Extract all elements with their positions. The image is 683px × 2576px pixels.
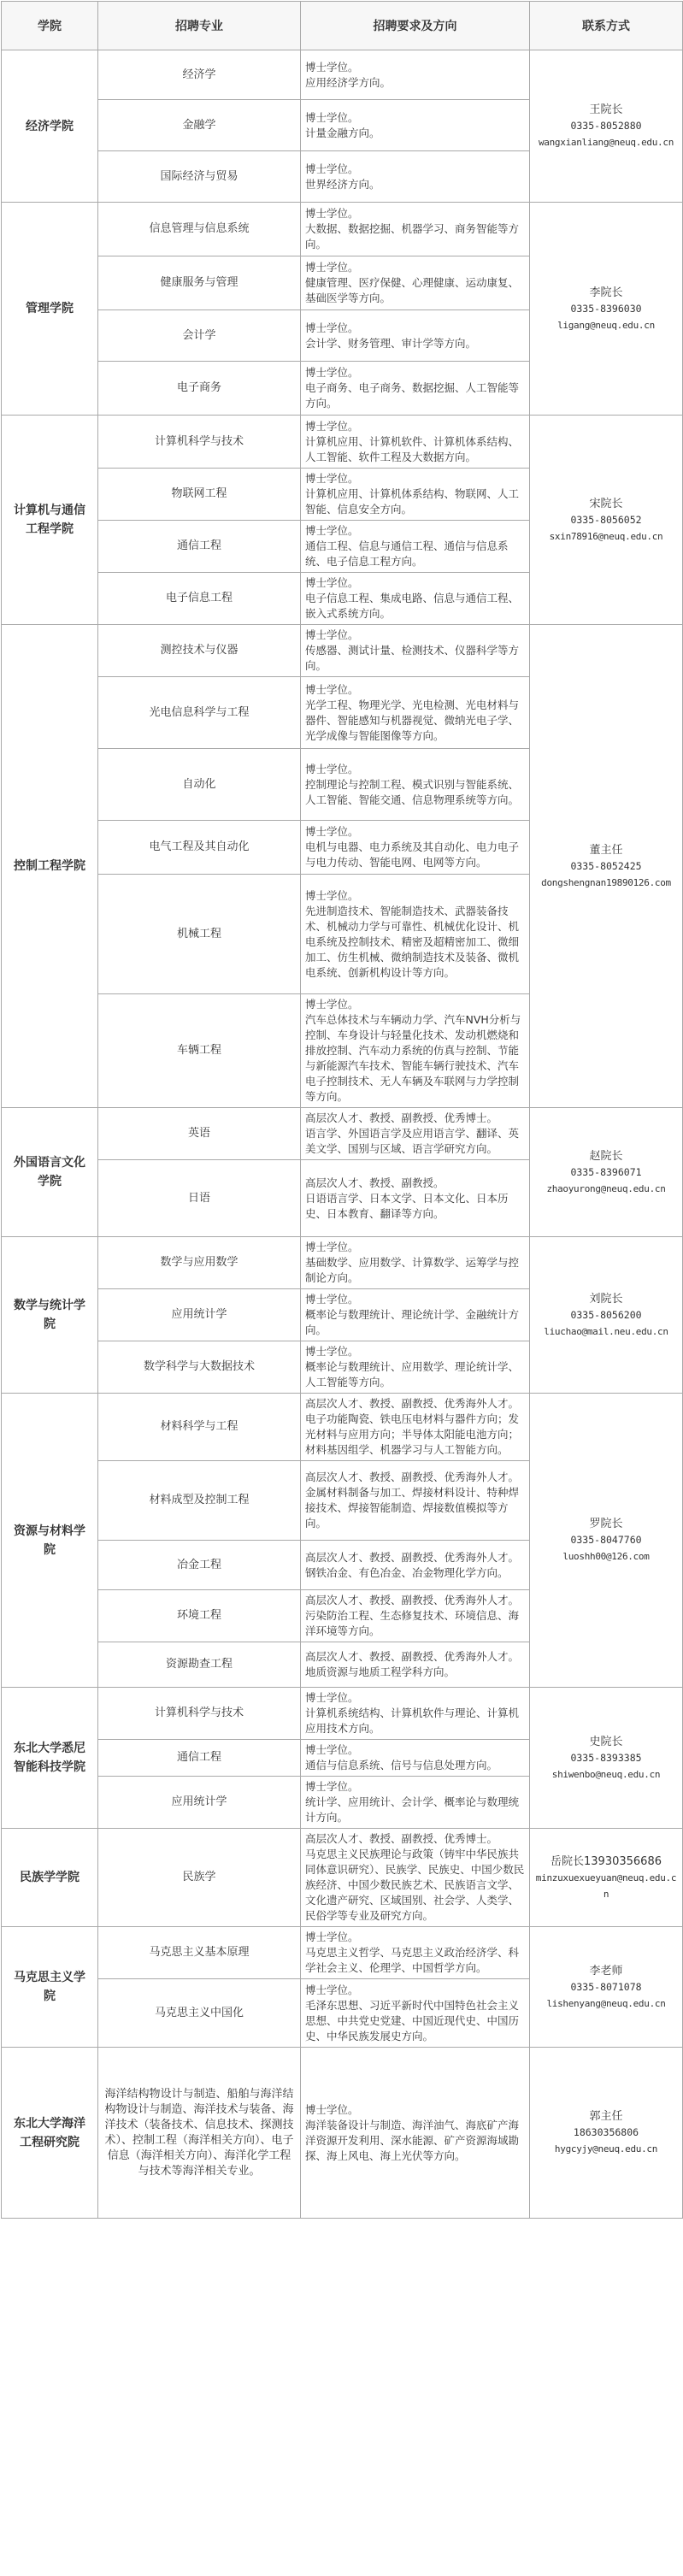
requirement-text: 电机与电器、电力系统及其自动化、电力电子与电力传动、智能电网、电网等方向。 bbox=[305, 840, 520, 869]
requirement-text: 基础数学、应用数学、计算数学、运筹学与控制论方向。 bbox=[305, 1256, 520, 1284]
requirement-text: 博士学位。 bbox=[305, 1241, 359, 1253]
requirement-text: 传感器、测试计量、检测技术、仪器科学等方向。 bbox=[305, 644, 520, 672]
major-name: 会计学 bbox=[98, 310, 301, 362]
table-row bbox=[2, 203, 683, 256]
requirements-cell bbox=[301, 1341, 530, 1394]
college-name: 计算机与通信工程学院 bbox=[2, 416, 98, 625]
requirements-cell bbox=[301, 573, 530, 625]
requirement-text: 高层次人才、教授、副教授、优秀海外人才。 bbox=[305, 1471, 520, 1483]
requirements-cell bbox=[301, 1541, 530, 1590]
requirements-cell bbox=[301, 310, 530, 362]
requirement-text: 高层次人才、教授、副教授、优秀博士。 bbox=[305, 1111, 498, 1124]
requirements-cell bbox=[301, 1237, 530, 1289]
college-name: 数学与统计学院 bbox=[2, 1237, 98, 1394]
requirement-text: 地质资源与地质工程学科方向。 bbox=[305, 1665, 456, 1678]
major-name: 自动化 bbox=[98, 749, 301, 821]
contact-cell bbox=[530, 1688, 683, 1829]
major-name: 日语 bbox=[98, 1160, 301, 1237]
contact-person: 史院长 bbox=[589, 1735, 623, 1748]
requirements-cell bbox=[301, 1461, 530, 1541]
requirement-text: 博士学位。 bbox=[305, 321, 359, 334]
requirement-text: 博士学位。 bbox=[305, 682, 359, 696]
requirement-text: 汽车总体技术与车辆动力学、汽车NVH分析与控制、车身设计与轻量化技术、发动机燃烧和排放控制、汽车动力系统的仿真与控制、节能与新能源汽车技术、智能车辆行驶技术、汽车电子控制技术、无人车辆及车联网与力学控制等方向。 bbox=[305, 1013, 521, 1103]
requirement-text: 应用经济学方向。 bbox=[305, 75, 392, 89]
requirement-text: 概率论与数理统计、应用数学、理论统计学、人工智能等方向。 bbox=[305, 1360, 520, 1388]
requirement-text: 博士学位。 bbox=[305, 825, 359, 838]
requirements-cell bbox=[301, 2048, 530, 2219]
requirements-cell bbox=[301, 203, 530, 256]
contact-person: 刘院长 bbox=[589, 1292, 623, 1306]
requirements-cell bbox=[301, 1289, 530, 1341]
major-name: 电子信息工程 bbox=[98, 573, 301, 625]
major-name: 材料成型及控制工程 bbox=[98, 1461, 301, 1541]
requirements-cell bbox=[301, 50, 530, 100]
requirements-cell bbox=[301, 994, 530, 1108]
table-row bbox=[2, 1108, 683, 1160]
contact-person: 郭主任 bbox=[589, 2110, 623, 2123]
major-name: 数学与应用数学 bbox=[98, 1237, 301, 1289]
header-college: 学院 bbox=[2, 2, 98, 50]
major-name: 经济学 bbox=[98, 50, 301, 100]
requirements-cell bbox=[301, 256, 530, 310]
requirements-cell bbox=[301, 749, 530, 821]
requirements-cell bbox=[301, 1688, 530, 1740]
requirement-text: 高层次人才、教授、副教授、优秀海外人才。 bbox=[305, 1594, 520, 1606]
requirement-text: 博士学位。 bbox=[305, 1780, 359, 1793]
requirements-cell bbox=[301, 1108, 530, 1160]
major-name: 通信工程 bbox=[98, 521, 301, 573]
requirements-cell bbox=[301, 521, 530, 573]
table-row bbox=[2, 2048, 683, 2219]
requirement-text: 日语语言学、日本文学、日本文化、日本历史、日本教育、翻译等方向。 bbox=[305, 1191, 509, 1220]
header-contact: 联系方式 bbox=[530, 2, 683, 50]
major-name: 机械工程 bbox=[98, 875, 301, 994]
contact-phone: 0335-8052425 bbox=[570, 859, 642, 872]
table-row bbox=[2, 1394, 683, 1461]
contact-email[interactable]: dongshengnan19890126.com bbox=[541, 876, 671, 888]
requirement-text: 博士学位。 bbox=[305, 998, 359, 1011]
requirement-text: 电子信息工程、集成电路、信息与通信工程、嵌入式系统方向。 bbox=[305, 592, 520, 620]
requirements-cell bbox=[301, 1394, 530, 1461]
major-name: 马克思主义基本原理 bbox=[98, 1927, 301, 1979]
table-header-row bbox=[2, 2, 683, 50]
requirement-text: 博士学位。 bbox=[305, 1743, 359, 1756]
college-name: 资源与材料学院 bbox=[2, 1394, 98, 1688]
contact-phone: 0335-8056200 bbox=[570, 1308, 642, 1321]
college-name: 民族学学院 bbox=[2, 1829, 98, 1927]
college-name: 东北大学悉尼智能科技学院 bbox=[2, 1688, 98, 1829]
table-row bbox=[2, 1927, 683, 1979]
major-name: 光电信息科学与工程 bbox=[98, 677, 301, 749]
header-requirements: 招聘要求及方向 bbox=[301, 2, 530, 50]
major-name: 马克思主义中国化 bbox=[98, 1979, 301, 2048]
requirement-text: 博士学位。 bbox=[305, 1293, 359, 1306]
requirements-cell bbox=[301, 1160, 530, 1237]
requirement-text: 博士学位。 bbox=[305, 2102, 359, 2116]
requirement-text: 统计学、应用统计、会计学、概率论与数理统计方向。 bbox=[305, 1795, 520, 1824]
major-name: 应用统计学 bbox=[98, 1289, 301, 1341]
major-name: 英语 bbox=[98, 1108, 301, 1160]
requirement-text: 计算机应用、计算机软件、计算机体系结构、人工智能、软件工程及大数据方向。 bbox=[305, 434, 520, 463]
contact-person: 赵院长 bbox=[589, 1149, 623, 1163]
requirement-text: 金属材料制备与加工、焊接材料设计、特种焊接技术、焊接智能制造、焊接数值模拟等方向。 bbox=[305, 1486, 520, 1530]
requirement-text: 通信工程、信息与通信工程、通信与信息系统、电子信息工程方向。 bbox=[305, 539, 509, 568]
college-name: 经济学院 bbox=[2, 50, 98, 203]
contact-person: 罗院长 bbox=[589, 1518, 623, 1530]
contact-email[interactable]: lishenyang@neuq.edu.cn bbox=[546, 1997, 666, 2009]
requirements-cell bbox=[301, 875, 530, 994]
major-name: 民族学 bbox=[98, 1829, 301, 1927]
requirement-text: 博士学位。 bbox=[305, 1983, 359, 1996]
requirement-text: 电子功能陶瓷、铁电压电材料与器件方向；发光材料与应用方向；半导体太阳能电池方向；材料基因组学、机器学习与人工智能方向。 bbox=[305, 1412, 520, 1456]
contact-phone: 18630356806 bbox=[573, 2126, 639, 2138]
contact-phone: 0335-8393385 bbox=[570, 1751, 642, 1764]
requirements-cell bbox=[301, 362, 530, 416]
contact-email[interactable]: shiwenbo@neuq.edu.cn bbox=[551, 1768, 661, 1780]
requirement-text: 博士学位。 bbox=[305, 1931, 359, 1943]
college-name: 东北大学海洋工程研究院 bbox=[2, 2048, 98, 2219]
table-row bbox=[2, 416, 683, 469]
major-name: 健康服务与管理 bbox=[98, 256, 301, 310]
header-major: 招聘专业 bbox=[98, 2, 301, 50]
requirement-text: 通信与信息系统、信号与信息处理方向。 bbox=[305, 1759, 498, 1771]
contact-phone: 0335-8047760 bbox=[570, 1534, 642, 1546]
requirement-text: 博士学位。 bbox=[305, 207, 359, 220]
requirement-text: 高层次人才、教授、副教授、优秀博士。 bbox=[305, 1832, 498, 1845]
requirement-text: 高层次人才、教授、副教授、优秀海外人才。 bbox=[305, 1650, 520, 1663]
requirement-text: 高层次人才、教授、副教授、优秀海外人才。 bbox=[305, 1397, 520, 1410]
requirement-text: 污染防治工程、生态修复技术、环境信息、海洋环境等方向。 bbox=[305, 1609, 520, 1637]
contact-cell bbox=[530, 1108, 683, 1237]
requirement-text: 世界经济方向。 bbox=[305, 177, 380, 191]
requirement-text: 健康管理、医疗保健、心理健康、运动康复、基础医学等方向。 bbox=[305, 276, 520, 304]
requirement-text: 博士学位。 bbox=[305, 628, 359, 641]
college-name: 控制工程学院 bbox=[2, 625, 98, 1108]
contact-phone: 0335-8071078 bbox=[570, 1980, 642, 1993]
major-name: 环境工程 bbox=[98, 1590, 301, 1642]
contact-cell bbox=[530, 1237, 683, 1394]
major-name: 车辆工程 bbox=[98, 994, 301, 1108]
requirements-cell bbox=[301, 1927, 530, 1979]
contact-email[interactable]: wangxianliang@neuq.edu.cn bbox=[538, 137, 674, 148]
requirement-text: 博士学位。 bbox=[305, 60, 359, 74]
contact-email[interactable]: ligang@neuq.edu.cn bbox=[557, 319, 655, 331]
contact-person: 岳院长13930356686 bbox=[551, 1854, 662, 1868]
major-name: 电子商务 bbox=[98, 362, 301, 416]
requirement-text: 高层次人才、教授、副教授。 bbox=[305, 1176, 445, 1189]
requirement-text: 钢铁冶金、有色冶金、冶金物理化学方向。 bbox=[305, 1565, 509, 1579]
major-name: 计算机科学与技术 bbox=[98, 416, 301, 469]
requirement-text: 博士学位。 bbox=[305, 472, 359, 485]
contact-email[interactable]: luoshh00@126.com bbox=[562, 1551, 650, 1562]
requirements-cell bbox=[301, 469, 530, 521]
requirement-text: 海洋装备设计与制造、海洋油气、海底矿产海洋资源开发利用、深水能源、矿产资源海域勘探、海上风电、海上光伏等方向。 bbox=[305, 2118, 520, 2162]
requirement-text: 会计学、财务管理、审计学等方向。 bbox=[305, 336, 477, 350]
requirement-text: 博士学位。 bbox=[305, 762, 359, 775]
contact-email[interactable]: liuchao@mail.neu.edu.cn bbox=[544, 1325, 668, 1337]
requirements-cell bbox=[301, 625, 530, 677]
requirements-cell bbox=[301, 821, 530, 875]
requirement-text: 计量金融方向。 bbox=[305, 126, 380, 139]
requirements-cell bbox=[301, 151, 530, 203]
table-row bbox=[2, 1829, 683, 1927]
requirement-text: 大数据、数据挖掘、机器学习、商务智能等方向。 bbox=[305, 222, 520, 251]
major-name: 测控技术与仪器 bbox=[98, 625, 301, 677]
requirement-text: 博士学位。 bbox=[305, 261, 359, 274]
contact-cell bbox=[530, 2048, 683, 2219]
major-name: 物联网工程 bbox=[98, 469, 301, 521]
requirements-cell bbox=[301, 1829, 530, 1927]
contact-cell bbox=[530, 416, 683, 625]
requirements-cell bbox=[301, 1777, 530, 1829]
major-name: 应用统计学 bbox=[98, 1777, 301, 1829]
contact-phone: 0335-8396030 bbox=[570, 302, 642, 315]
contact-cell bbox=[530, 625, 683, 1108]
contact-person: 李老师 bbox=[589, 1964, 623, 1978]
major-name: 冶金工程 bbox=[98, 1541, 301, 1590]
contact-person: 李院长 bbox=[589, 286, 623, 299]
requirement-text: 博士学位。 bbox=[305, 576, 359, 589]
requirement-text: 毛泽东思想、习近平新时代中国特色社会主义思想、中共党史党建、中国近现代史、中国历史、中华民族发展史方向。 bbox=[305, 1998, 520, 2043]
requirement-text: 博士学位。 bbox=[305, 110, 359, 124]
table-row bbox=[2, 1237, 683, 1289]
major-name: 计算机科学与技术 bbox=[98, 1688, 301, 1740]
major-name: 资源勘查工程 bbox=[98, 1642, 301, 1688]
requirement-text: 先进制造技术、智能制造技术、武器装备技术、机械动力学与可靠性、机械优化设计、机电系统及控制技术、精密及超精密加工、微细加工、仿生机械、微纳制造技术及装备、微机电系统、创新机构设计等方向。 bbox=[305, 904, 520, 979]
requirement-text: 光学工程、物理光学、光电检测、光电材料与器件、智能感知与机器视觉、微纳光电子学、光学成像与智能图像等方向。 bbox=[305, 698, 520, 742]
requirements-cell bbox=[301, 1740, 530, 1777]
requirement-text: 计算机应用、计算机体系结构、物联网、人工智能、信息安全方向。 bbox=[305, 487, 520, 516]
table-row bbox=[2, 50, 683, 100]
contact-phone: 0335-8056052 bbox=[570, 513, 642, 526]
contact-email[interactable]: minzuxuexueyuan@neuq.edu.cn bbox=[535, 1872, 677, 1900]
contact-phone: 0335-8396071 bbox=[570, 1165, 642, 1178]
major-name: 材料科学与工程 bbox=[98, 1394, 301, 1461]
contact-cell bbox=[530, 203, 683, 416]
recruitment-page bbox=[0, 1, 683, 2219]
requirement-text: 博士学位。 bbox=[305, 1691, 359, 1704]
major-name: 数学科学与大数据技术 bbox=[98, 1341, 301, 1394]
major-name: 通信工程 bbox=[98, 1740, 301, 1777]
requirement-text: 马克思主义哲学、马克思主义政治经济学、科学社会主义、伦理学、中国哲学方向。 bbox=[305, 1946, 520, 1974]
contact-person: 王院长 bbox=[589, 103, 623, 116]
requirements-cell bbox=[301, 677, 530, 749]
major-name: 信息管理与信息系统 bbox=[98, 203, 301, 256]
requirement-text: 语言学、外国语言学及应用语言学、翻译、英美文学、国别与区域、语言学研究方向。 bbox=[305, 1127, 520, 1155]
requirement-text: 高层次人才、教授、副教授、优秀海外人才。 bbox=[305, 1550, 520, 1564]
requirement-text: 博士学位。 bbox=[305, 524, 359, 537]
contact-email[interactable]: hygcyjy@neuq.edu.cn bbox=[554, 2143, 658, 2155]
table-row bbox=[2, 625, 683, 677]
college-name: 马克思主义学院 bbox=[2, 1927, 98, 2048]
major-name: 金融学 bbox=[98, 100, 301, 151]
contact-email[interactable]: sxin78916@neuq.edu.cn bbox=[549, 530, 663, 542]
requirement-text: 博士学位。 bbox=[305, 419, 359, 433]
major-name: 电气工程及其自动化 bbox=[98, 821, 301, 875]
major-name: 国际经济与贸易 bbox=[98, 151, 301, 203]
contact-person: 宋院长 bbox=[589, 497, 623, 510]
requirements-cell bbox=[301, 1979, 530, 2048]
table-row bbox=[2, 1688, 683, 1740]
requirements-cell bbox=[301, 416, 530, 469]
college-name: 管理学院 bbox=[2, 203, 98, 416]
requirement-text: 电子商务、电子商务、数据挖掘、人工智能等方向。 bbox=[305, 381, 520, 410]
contact-cell bbox=[530, 50, 683, 203]
requirements-cell bbox=[301, 100, 530, 151]
major-name: 海洋结构物设计与制造、船舶与海洋结构物设计与制造、海洋技术与装备、海洋技术（装备技术、信息技术、探测技术）、控制工程（海洋相关方向）、电子信息（海洋相关方向）、海洋化学工程与技术等海洋相关专业。 bbox=[98, 2048, 301, 2219]
contact-person: 董主任 bbox=[589, 843, 623, 857]
contact-phone: 0335-8052880 bbox=[570, 120, 642, 132]
contact-cell bbox=[530, 1829, 683, 1927]
requirement-text: 概率论与数理统计、理论统计学、金融统计方向。 bbox=[305, 1308, 520, 1336]
recruitment-table bbox=[1, 1, 683, 2219]
contact-cell bbox=[530, 1394, 683, 1688]
requirement-text: 博士学位。 bbox=[305, 162, 359, 175]
requirement-text: 博士学位。 bbox=[305, 1345, 359, 1358]
requirement-text: 马克思主义民族理论与政策（铸牢中华民族共同体意识研究）、民族学、民族史、中国少数民族经济、中国少数民族艺术、民族语言文学、文化遗产研究、区域国别、社会学、人类学、民俗学等专业及研究方向。 bbox=[305, 1848, 525, 1922]
requirements-cell bbox=[301, 1590, 530, 1642]
requirement-text: 博士学位。 bbox=[305, 888, 359, 902]
requirement-text: 博士学位。 bbox=[305, 366, 359, 379]
requirement-text: 控制理论与控制工程、模式识别与智能系统、人工智能、智能交通、信息物理系统等方向。 bbox=[305, 777, 520, 806]
college-name: 外国语言文化学院 bbox=[2, 1108, 98, 1237]
contact-email[interactable]: zhaoyurong@neuq.edu.cn bbox=[546, 1182, 666, 1194]
requirement-text: 计算机系统结构、计算机软件与理论、计算机应用技术方向。 bbox=[305, 1707, 520, 1735]
requirements-cell bbox=[301, 1642, 530, 1688]
contact-cell bbox=[530, 1927, 683, 2048]
